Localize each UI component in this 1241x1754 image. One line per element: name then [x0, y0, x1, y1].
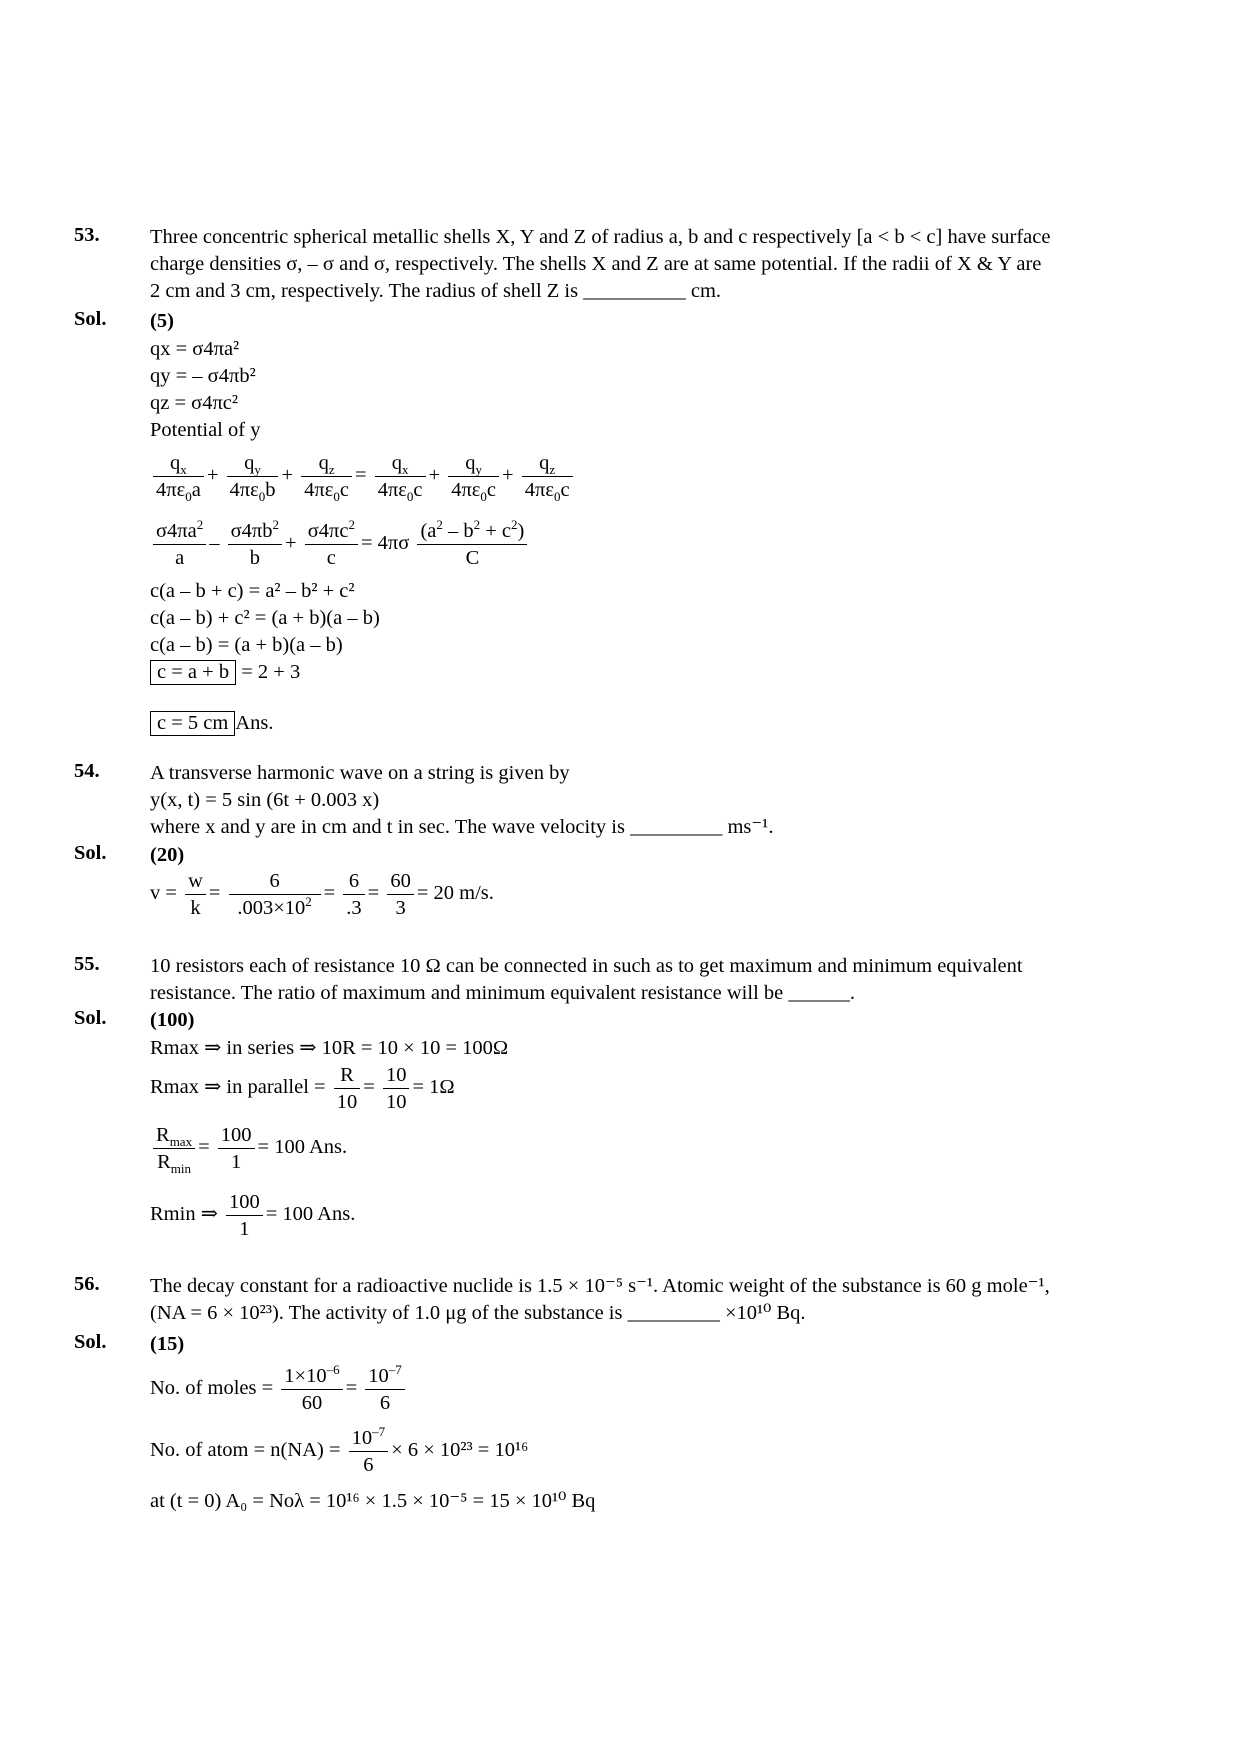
- solution-54-answer: (20): [150, 844, 185, 866]
- solution-55-label: Sol.: [74, 1007, 107, 1029]
- solution-55-series: Rmax ⇒ in series ⇒ 10R = 10 × 10 = 100Ω: [150, 1037, 509, 1059]
- solution-53-step-1: c(a – b + c) = a² – b² + c²: [150, 580, 355, 602]
- solution-55-answer: (100): [150, 1009, 195, 1031]
- solution-53-boxed-result-1: [150, 659, 300, 686]
- rmin-prefix: Rmin ⇒: [150, 1203, 218, 1226]
- ratio-result: = 100 Ans.: [257, 1136, 348, 1159]
- solution-56-moles: No. of moles = $\frac{1\times 10^{-6}}{60}$ = $\frac{10^{-7}}{6}$: [150, 1363, 408, 1416]
- solution-53-label: Sol.: [74, 308, 107, 330]
- solution-55-ratio: $\frac{R_{max}}{R_{min}}$ = $\frac{100}{1}$ = 100 Ans.: [150, 1122, 347, 1175]
- parallel-result: = 1Ω: [412, 1076, 455, 1099]
- question-55-number: 55.: [74, 953, 100, 975]
- question-56-text: [150, 1273, 1170, 1327]
- atoms-prefix: No. of atom = n(NA) =: [150, 1439, 341, 1462]
- question-53-line-2: charge densities σ, – σ and σ, respectively. The shells X and Z are at same potential. If the radii of X & Y are: [150, 253, 1042, 275]
- solution-53-boxed-result-2: [150, 710, 274, 737]
- solution-53-qx: qx = σ4πa²: [150, 338, 240, 360]
- question-53-text: [150, 224, 1170, 305]
- solution-53-answer: (5): [150, 310, 174, 332]
- boxed-formula: c = a + b: [150, 660, 236, 685]
- question-54-line-2: y(x, t) = 5 sin (6t + 0.003 x): [150, 789, 380, 811]
- atoms-result: × 6 × 10²³ = 10¹⁶: [391, 1439, 529, 1462]
- solution-53-step-2: c(a – b) + c² = (a + b)(a – b): [150, 607, 380, 629]
- question-53-line-1: Three concentric spherical metallic shells X, Y and Z of radius a, b and c respectively [a < b < c] have surface: [150, 226, 1051, 248]
- question-54-line-3: where x and y are in cm and t in sec. The wave velocity is _________ ms⁻¹.: [150, 816, 774, 838]
- potential-equation: $\frac{q_x}{4\pi\varepsilon_0a}$ + $\frac{q_y}{4\pi\varepsilon_0b}$ + $\frac{q_z}{4\pi\varepsilon_0c}$ = $\frac{q_x}{4\pi\varepsilon_0c}$ + $\frac{q_y}{4\pi\varepsilon_0c}$ + $\frac{q_z}{4\pi\varepsilon_0c}$: [150, 450, 576, 503]
- solution-53-qz: qz = σ4πc²: [150, 392, 239, 414]
- solution-55-rmin: Rmin ⇒ $\frac{100}{1}$ = 100 Ans.: [150, 1191, 356, 1240]
- solution-55-parallel: Rmax ⇒ in parallel = $\frac{R}{10}$ = $\frac{10}{10}$ = 1Ω: [150, 1064, 455, 1113]
- answer-suffix: Ans.: [235, 712, 274, 734]
- question-54-text: [150, 760, 1170, 841]
- moles-prefix: No. of moles =: [150, 1377, 274, 1400]
- question-53-number: 53.: [74, 224, 100, 246]
- rmin-result: = 100 Ans.: [265, 1203, 356, 1226]
- solution-54-label: Sol.: [74, 842, 107, 864]
- solution-53-qy: qy = – σ4πb²: [150, 365, 256, 387]
- solution-53-step-3: c(a – b) = (a + b)(a – b): [150, 634, 343, 656]
- question-54-line-1: A transverse harmonic wave on a string is given by: [150, 762, 570, 784]
- question-56-line-1: The decay constant for a radioactive nuclide is 1.5 × 10⁻⁵ s⁻¹. Atomic weight of the substance is 60 g mole⁻¹,: [150, 1275, 1050, 1297]
- question-55-text: [150, 953, 1170, 1007]
- solution-56-answer: (15): [150, 1333, 185, 1355]
- solution-53-potential-label: Potential of y: [150, 419, 261, 441]
- solution-56-activity: at (t = 0) A₀ = Noλ = 10¹⁶ × 1.5 × 10⁻⁵ = 15 × 10¹⁰ Bq: [150, 1490, 596, 1512]
- wave-velocity-equation: v = $\frac{w}{k}$ = $\frac{6}{.003\times 10^2}$ = $\frac{6}{.3}$ = $\frac{60}{3}$ = 20 m/s.: [150, 870, 494, 919]
- boxed-formula-value: = 2 + 3: [241, 661, 301, 683]
- solution-56-label: Sol.: [74, 1331, 107, 1353]
- boxed-answer: c = 5 cm: [150, 711, 235, 736]
- question-53-line-3: 2 cm and 3 cm, respectively. The radius of shell Z is __________ cm.: [150, 280, 722, 302]
- question-56-number: 56.: [74, 1273, 100, 1295]
- question-56-line-2: (NA = 6 × 10²³). The activity of 1.0 μg of the substance is _________ ×10¹⁰ Bq.: [150, 1302, 806, 1324]
- parallel-prefix: Rmax ⇒ in parallel =: [150, 1076, 326, 1099]
- question-54-number: 54.: [74, 760, 100, 782]
- question-55-line-1: 10 resistors each of resistance 10 Ω can be connected in such as to get maximum and minimum equivalent: [150, 955, 1023, 977]
- question-55-line-2: resistance. The ratio of maximum and minimum equivalent resistance will be ______.: [150, 982, 855, 1004]
- wave-velocity-result: = 20 m/s.: [416, 882, 494, 905]
- solution-56-atoms: No. of atom = n(NA) = $\frac{10^{-7}}{6}$ × 6 × 10²³ = 10¹⁶: [150, 1424, 529, 1476]
- charge-substitution-equation: $\frac{\sigma 4\pi a^2}{a}$ – $\frac{\sigma 4\pi b^2}{b}$ + $\frac{\sigma 4\pi c^2}{c}$ = 4πσ $\frac{(a^2 - b^2 + c^2)}{C}$: [150, 518, 530, 571]
